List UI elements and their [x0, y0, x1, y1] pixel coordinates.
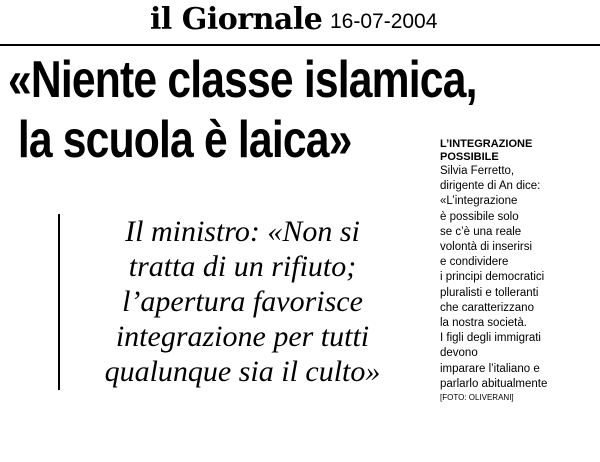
sidebar-line: e condividere	[440, 256, 509, 269]
headline	[8, 50, 492, 170]
headline-line: la scuola è laica»	[17, 111, 352, 169]
sidebar-line: parlarlo abitualmente	[440, 377, 548, 390]
sidebar-line: «L’integrazione	[440, 195, 518, 208]
sidebar-line: I figli degli immigrati	[440, 332, 541, 345]
sidebar-title: POSSIBILE	[440, 151, 499, 163]
sidebar-line: la nostra società.	[440, 317, 527, 330]
subhead-line: l’apertura favorisce	[122, 285, 363, 318]
sidebar-box	[440, 138, 598, 404]
publication-date: 16-07-2004	[330, 10, 438, 33]
photo-credit: [FOTO: OLIVERANI]	[440, 393, 514, 403]
sidebar-line: imparare l’italiano e	[440, 362, 540, 375]
subhead-line: Il ministro: «Non si	[125, 215, 360, 248]
subhead-line: qualunque sia il culto»	[104, 355, 381, 388]
sidebar-line: che caratterizzano	[440, 301, 534, 314]
sidebar-line: pluralisti e tolleranti	[440, 286, 539, 299]
subhead-line: tratta di un rifiuto;	[128, 250, 357, 283]
masthead-rule	[0, 44, 600, 46]
newspaper-name: il Giornale	[150, 2, 323, 37]
sidebar-line: Silvia Ferretto,	[440, 165, 515, 177]
sidebar-line: dirigente di An dice:	[440, 180, 541, 193]
sidebar-line: è possibile solo	[440, 210, 519, 223]
sidebar-line: i principi democratici	[440, 271, 545, 284]
sidebar-line: devono	[440, 347, 478, 360]
sidebar-title: L’INTEGRAZIONE	[440, 138, 533, 150]
sidebar-line: volontà di inserirsi	[440, 241, 533, 254]
subhead-line: integrazione per tutti	[115, 320, 370, 353]
masthead	[0, 0, 600, 44]
headline-line: «Niente classe islamica,	[8, 51, 477, 109]
subheadline	[55, 214, 430, 389]
sidebar-line: se c’è una reale	[440, 225, 522, 238]
